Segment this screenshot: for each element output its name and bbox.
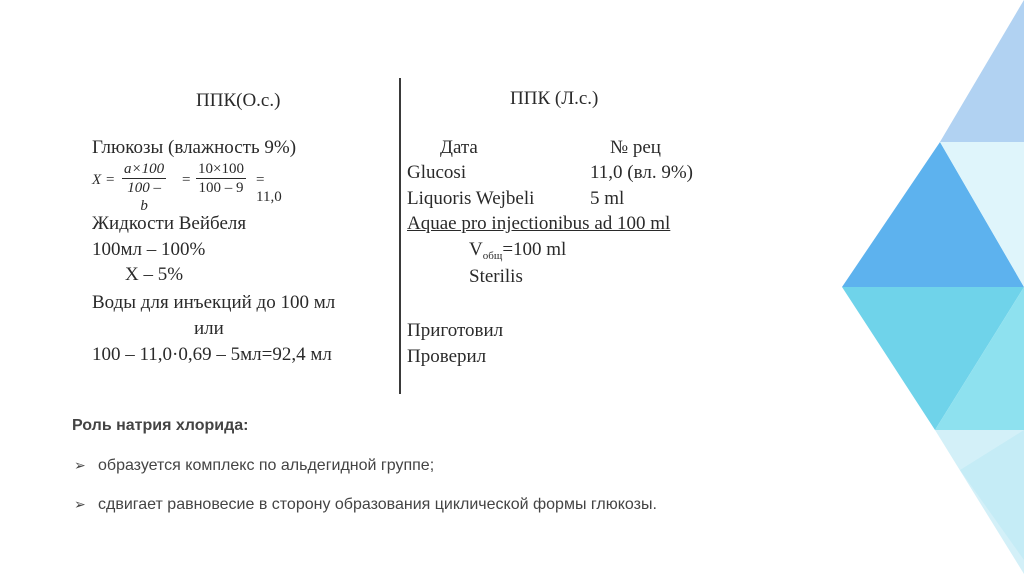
glucose-line: Глюкозы (влажность 9%) xyxy=(92,137,297,158)
deco-triangle-upper-left xyxy=(940,0,1024,142)
glucosi-label: Glucosi xyxy=(407,162,467,183)
water-line: Воды для инъекций до 100 мл xyxy=(92,292,336,313)
liquoris-value: 5 ml xyxy=(590,188,625,209)
formula-result: = 11,0 xyxy=(256,172,282,205)
calc-line: 100 – 11,0·0,69 – 5мл=92,4 мл xyxy=(92,344,332,365)
glucosi-value: 11,0 (вл. 9%) xyxy=(590,162,693,183)
date-label: Дата xyxy=(440,137,478,158)
vtotal-symbol: V xyxy=(469,239,483,260)
checked-line: Проверил xyxy=(407,346,487,367)
ratio-line-2: X – 5% xyxy=(125,264,184,285)
fraction-2-numerator: 10×100 xyxy=(198,161,244,177)
bullet-arrow-icon: ➢ xyxy=(74,458,86,474)
aquae-line: Aquae pro injectionibus ad 100 ml xyxy=(407,213,671,234)
sterilis-line: Sterilis xyxy=(469,266,523,287)
weibel-line: Жидкости Вейбеля xyxy=(92,213,247,234)
vtotal-line xyxy=(469,239,566,261)
formula-fraction-1 xyxy=(122,160,166,215)
sodium-chloride-heading: Роль натрия хлорида: xyxy=(72,417,249,434)
fraction-1-numerator: a×100 xyxy=(124,161,165,177)
bullet-item-2: сдвигает равновесие в сторону образования циклической формы глюкозы. xyxy=(98,496,657,513)
right-title: ППК (Л.с.) xyxy=(510,88,599,109)
vtotal-subscript: общ xyxy=(482,250,503,262)
formula-fraction-2 xyxy=(196,160,246,197)
fraction-1-denominator: 100 – b xyxy=(127,180,161,214)
formula-eq-2: = xyxy=(182,172,191,188)
bullet-item-1: образуется комплекс по альдегидной группе; xyxy=(98,457,435,474)
formula-var: X xyxy=(92,172,102,188)
or-line: или xyxy=(194,318,224,339)
recipe-number-label: № рец xyxy=(610,137,661,158)
bullet-arrow-icon: ➢ xyxy=(74,497,86,513)
formula-eq: = xyxy=(106,172,115,188)
left-title: ППК(О.с.) xyxy=(196,90,281,111)
ratio-line-1: 100мл – 100% xyxy=(92,239,206,260)
prepared-line: Приготовил xyxy=(407,320,504,341)
fraction-2-denominator: 100 – 9 xyxy=(198,180,244,196)
liquoris-label: Liquoris Wejbeli xyxy=(407,188,535,209)
column-divider xyxy=(399,78,401,394)
vtotal-value: =100 ml xyxy=(502,239,567,260)
